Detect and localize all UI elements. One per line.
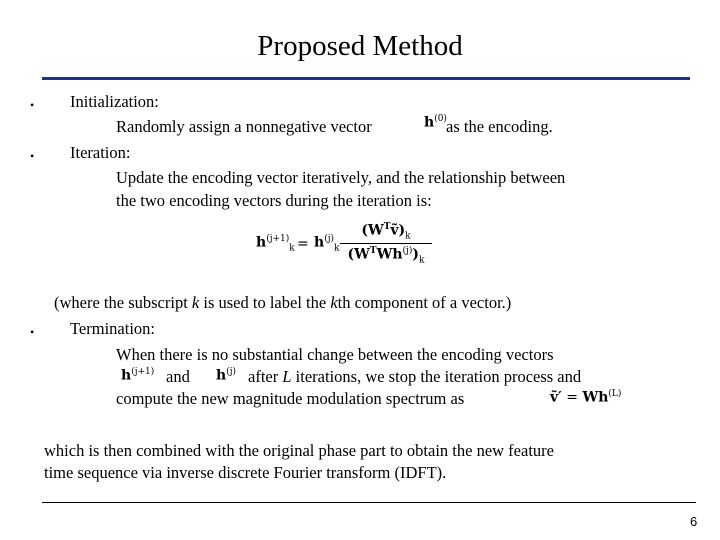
h0-symbol — [424, 114, 447, 131]
update-rhs — [314, 234, 339, 253]
termination-and: and — [166, 367, 190, 386]
bullet-marker-termination: • — [30, 325, 35, 339]
update-lhs-sub: k — [289, 243, 295, 254]
termination-line-1: When there is no substantial change between the encoding vectors — [116, 345, 554, 364]
title-divider — [42, 77, 690, 80]
bullet-marker-initialization: • — [30, 98, 35, 112]
fraction-denominator: $(W^TWh^{(j)})_k$ — [347, 246, 425, 266]
init-text-part-a: Randomly assign a nonnegative vector — [116, 117, 372, 136]
init-text-part-b: as the encoding. — [446, 117, 553, 136]
iteration-line-2: the two encoding vectors during the iteration is: — [116, 191, 432, 210]
update-lhs-sup: (j+1) — [266, 234, 290, 244]
update-rhs-sub: k — [334, 243, 340, 254]
update-equals: = — [297, 236, 309, 252]
update-rhs-sup: (j) — [324, 234, 335, 244]
page-number: 6 — [690, 514, 698, 529]
termination-line-3: compute the new magnitude modulation spectrum as — [116, 389, 465, 408]
closing-line-2: time sequence via inverse discrete Fourier transform (IDFT). — [44, 463, 447, 482]
update-lhs — [256, 234, 295, 253]
h0-base: h — [424, 114, 435, 131]
hj-symbol: $h^{(j)}$ — [216, 367, 237, 384]
update-fraction — [340, 222, 432, 266]
termination-line-2: after L iterations, we stop the iteration process and — [248, 367, 582, 386]
footer-divider — [42, 502, 696, 503]
update-rhs-base: h — [314, 234, 325, 251]
result-equation: ṽ′ = $Wh^{(L)}$ — [550, 389, 622, 406]
slide-title: Proposed Method — [257, 30, 463, 62]
iteration-line-1: Update the encoding vector iteratively, and the relationship between — [116, 168, 566, 187]
iteration-heading: Iteration: — [70, 143, 131, 162]
initialization-text — [116, 117, 372, 137]
subscript-note: (where the subscript k is used to label the kth component of a vector.) — [54, 293, 512, 312]
fraction-numerator: $(W^Tṽ)_k$ — [361, 222, 411, 242]
hj1-symbol: $h^{(j+1)}$ — [121, 367, 155, 384]
update-lhs-base: h — [256, 234, 267, 251]
h0-superscript: (0) — [434, 114, 447, 124]
bullet-marker-iteration: • — [30, 149, 35, 163]
closing-line-1: which is then combined with the original phase part to obtain the new feature — [44, 441, 554, 460]
initialization-heading: Initialization: — [70, 92, 159, 111]
termination-heading: Termination: — [70, 319, 155, 338]
